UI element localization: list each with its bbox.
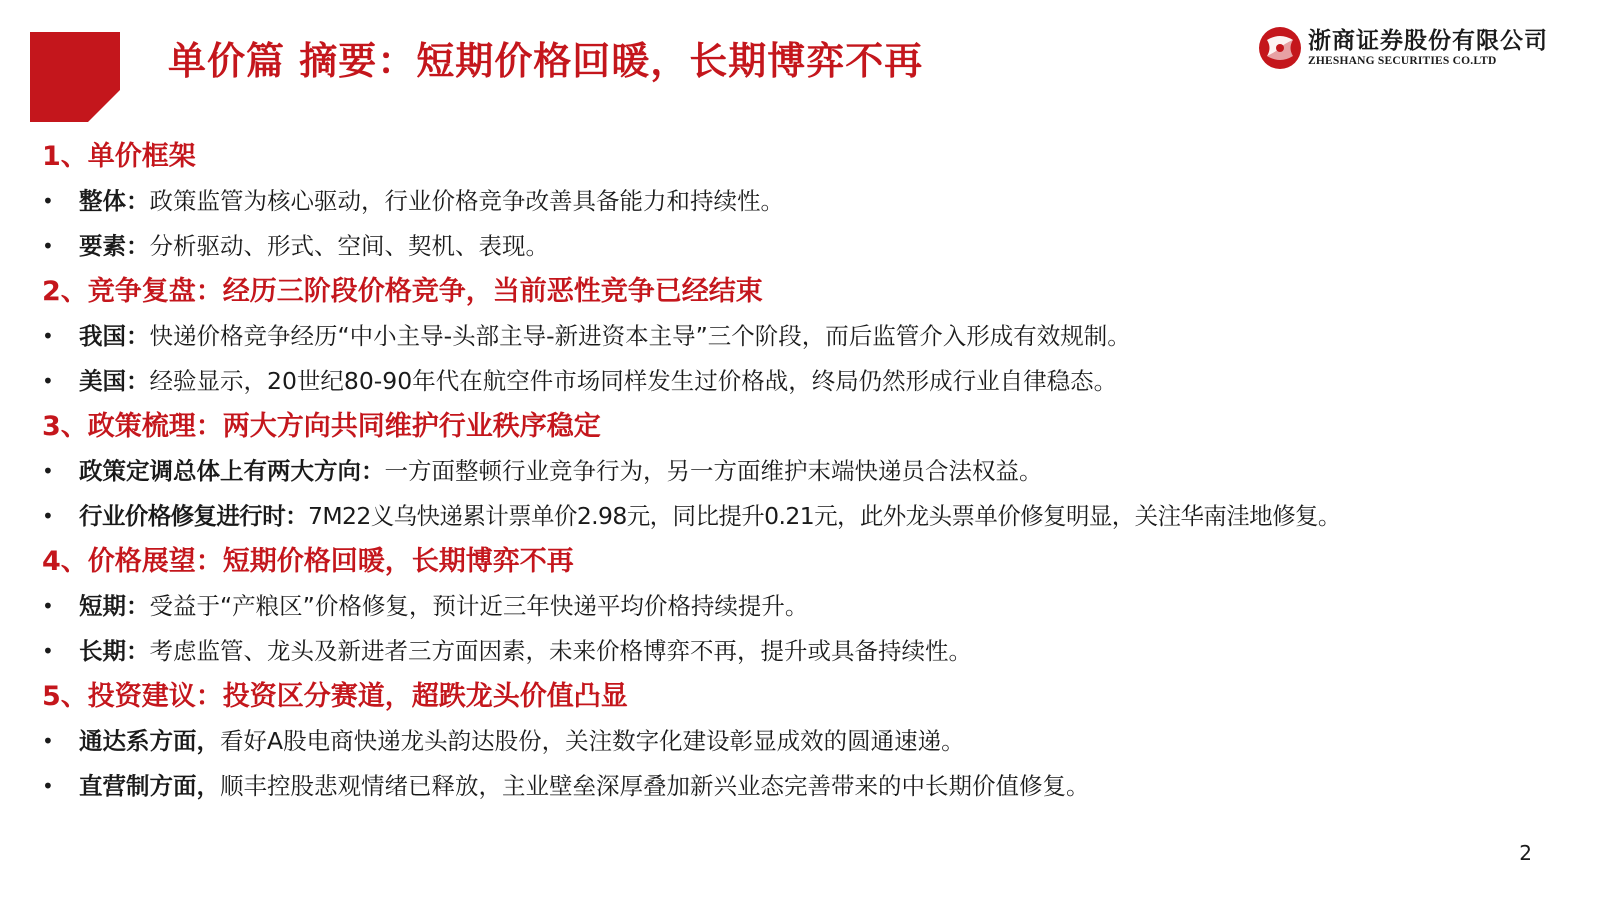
section-heading: 4、价格展望：短期价格回暖，长期博弈不再 xyxy=(42,546,574,577)
bullet-dot: • xyxy=(42,459,54,483)
logo-company-name-en: ZHESHANG SECURITIES CO.LTD xyxy=(1308,55,1497,67)
bullet-text: 考虑监管、龙头及新进者三方面因素，未来价格博弈不再，提升或具备持续性。 xyxy=(149,637,972,665)
page-number: 2 xyxy=(1519,841,1532,865)
bullet-lead: 整体： xyxy=(79,187,150,215)
bullet-lead: 通达系方面， xyxy=(79,727,220,755)
section-heading: 1、单价框架 xyxy=(42,141,196,172)
section-heading: 5、投资建议：投资区分赛道，超跌龙头价值凸显 xyxy=(42,681,628,712)
bullet-dot: • xyxy=(42,189,54,213)
bullet-lead: 长期： xyxy=(79,637,150,665)
bullet-text: 快递价格竞争经历“中小主导-头部主导-新进资本主导”三个阶段，而后监管介入形成有效规制。 xyxy=(149,322,1131,350)
section-heading: 2、竞争复盘：经历三阶段价格竞争，当前恶性竞争已经结束 xyxy=(42,276,763,307)
bullet-item xyxy=(42,179,1580,224)
bullet-item xyxy=(42,629,1580,674)
bullet-text: 政策监管为核心驱动，行业价格竞争改善具备能力和持续性。 xyxy=(149,187,784,215)
bullet-text: 经验显示，20世纪80-90年代在航空件市场同样发生过价格战，终局仍然形成行业自律稳态。 xyxy=(149,367,1118,395)
bullet-item xyxy=(42,314,1580,359)
bullet-text: 看好A股电商快递龙头韵达股份，关注数字化建设彰显成效的圆通速递。 xyxy=(220,727,965,755)
bullet-item xyxy=(42,224,1580,269)
bullet-item xyxy=(42,764,1580,809)
bullet-lead: 我国： xyxy=(79,322,150,350)
bullet-dot: • xyxy=(42,594,54,618)
bullet-item xyxy=(42,449,1580,494)
section-4 xyxy=(42,539,1580,674)
bullet-dot: • xyxy=(42,639,54,663)
summary-content xyxy=(42,134,1580,809)
section-5 xyxy=(42,674,1580,809)
section-2 xyxy=(42,269,1580,404)
seal-icon xyxy=(1258,26,1302,70)
bullet-lead: 短期： xyxy=(79,592,150,620)
bullet-item xyxy=(42,359,1580,404)
bullet-lead: 美国： xyxy=(79,367,150,395)
bullet-dot: • xyxy=(42,774,54,798)
bullet-lead: 政策定调总体上有两大方向： xyxy=(79,457,385,485)
section-1 xyxy=(42,134,1580,269)
corner-decoration xyxy=(30,32,120,122)
bullet-dot: • xyxy=(42,729,54,753)
bullet-dot: • xyxy=(42,369,54,393)
company-logo xyxy=(1258,26,1548,70)
bullet-text: 受益于“产粮区”价格修复，预计近三年快递平均价格持续提升。 xyxy=(149,592,809,620)
bullet-dot: • xyxy=(42,504,54,528)
page-title: 单价篇 摘要：短期价格回暖，长期博弈不再 xyxy=(168,39,924,83)
bullet-text: 分析驱动、形式、空间、契机、表现。 xyxy=(149,232,549,260)
bullet-text: 顺丰控股悲观情绪已释放，主业壁垒深厚叠加新兴业态完善带来的中长期价值修复。 xyxy=(220,772,1090,800)
section-3 xyxy=(42,404,1580,539)
bullet-item xyxy=(42,584,1580,629)
bullet-lead: 要素： xyxy=(79,232,150,260)
bullet-lead: 直营制方面， xyxy=(79,772,220,800)
logo-company-name-cn: 浙商证券股份有限公司 xyxy=(1308,27,1548,54)
section-heading: 3、政策梳理：两大方向共同维护行业秩序稳定 xyxy=(42,411,601,442)
bullet-item xyxy=(42,719,1580,764)
bullet-text: 7M22义乌快递累计票单价2.98元，同比提升0.21元，此外龙头票单价修复明显，关注华南洼地修复。 xyxy=(308,502,1341,530)
bullet-dot: • xyxy=(42,324,54,348)
bullet-lead: 行业价格修复进行时： xyxy=(79,502,308,530)
bullet-dot: • xyxy=(42,234,54,258)
bullet-text: 一方面整顿行业竞争行为，另一方面维护末端快递员合法权益。 xyxy=(384,457,1043,485)
bullet-item xyxy=(42,494,1580,539)
